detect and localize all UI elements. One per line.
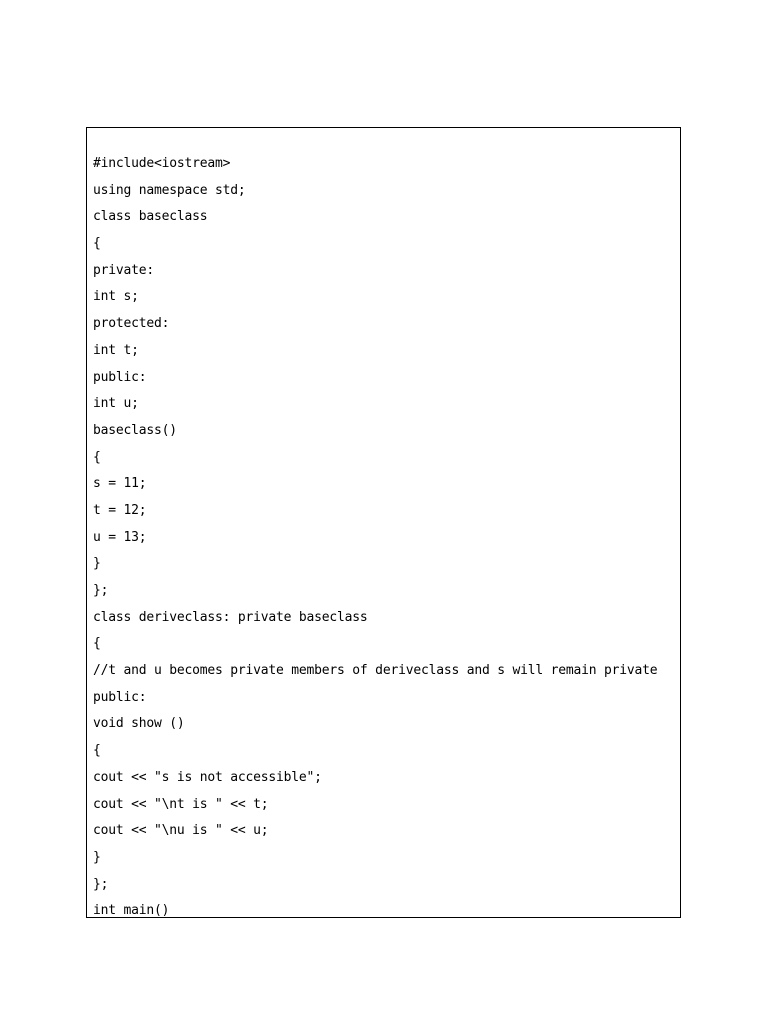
code-listing-box: [86, 127, 681, 918]
code-line: private:: [93, 262, 155, 278]
code-line: int s;: [93, 289, 139, 305]
code-line: s = 11;: [93, 476, 147, 492]
code-line: class deriveclass: private baseclass: [93, 609, 368, 625]
code-line: }: [93, 556, 101, 572]
code-line: void show (): [93, 716, 185, 732]
code-line: u = 13;: [93, 529, 147, 545]
code-line: int u;: [93, 396, 139, 412]
code-line: cout << "\nu is " << u;: [93, 823, 269, 839]
code-line: };: [93, 583, 109, 598]
code-line: t = 12;: [93, 502, 147, 518]
code-line: baseclass(): [93, 422, 177, 438]
code-line: #include<iostream>: [93, 156, 231, 171]
code-line: public:: [93, 369, 147, 385]
code-line: {: [93, 743, 101, 759]
code-line: int t;: [93, 342, 139, 358]
code-line: int main(): [93, 903, 170, 918]
code-line: };: [93, 876, 109, 892]
code-line: //t and u becomes private members of deriveclass and s will remain private: [93, 663, 658, 679]
code-line: }: [93, 849, 101, 865]
code-line: cout << "\nt is " << t;: [93, 796, 269, 812]
code-line: public:: [93, 689, 147, 705]
code-lines: [93, 151, 657, 918]
code-line: {: [93, 636, 101, 652]
code-line: {: [93, 236, 101, 252]
code-line: {: [93, 449, 101, 465]
code-line: cout << "s is not accessible";: [93, 769, 322, 785]
code-line: protected:: [93, 316, 170, 332]
code-line: class baseclass: [93, 209, 208, 225]
code-line: using namespace std;: [93, 182, 246, 198]
